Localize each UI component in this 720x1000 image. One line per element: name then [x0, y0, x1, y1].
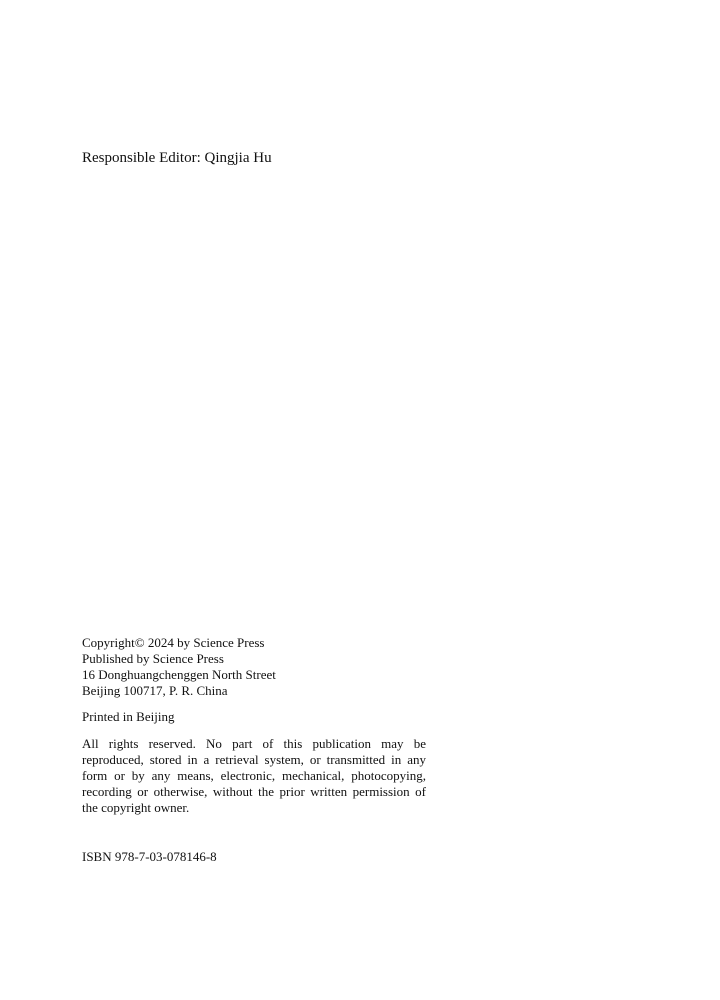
rights-notice: All rights reserved. No part of this publication may be reproduced, stored in a retrieval system, or transmitted in any form or by any means, electronic, mechanical, photocopying, recording or otherwise, without the prior written permission of the copyright owner.	[82, 736, 426, 815]
isbn: ISBN 978-7-03-078146-8	[82, 849, 217, 864]
printed-location: Printed in Beijing	[82, 709, 175, 724]
address-line-2: Beijing 100717, P. R. China	[82, 683, 228, 698]
publisher-block	[82, 635, 426, 699]
responsible-editor: Responsible Editor: Qingjia Hu	[82, 150, 272, 166]
copyright-line: Copyright© 2024 by Science Press	[82, 635, 265, 650]
published-by-line: Published by Science Press	[82, 651, 224, 666]
address-line-1: 16 Donghuangchenggen North Street	[82, 667, 276, 682]
